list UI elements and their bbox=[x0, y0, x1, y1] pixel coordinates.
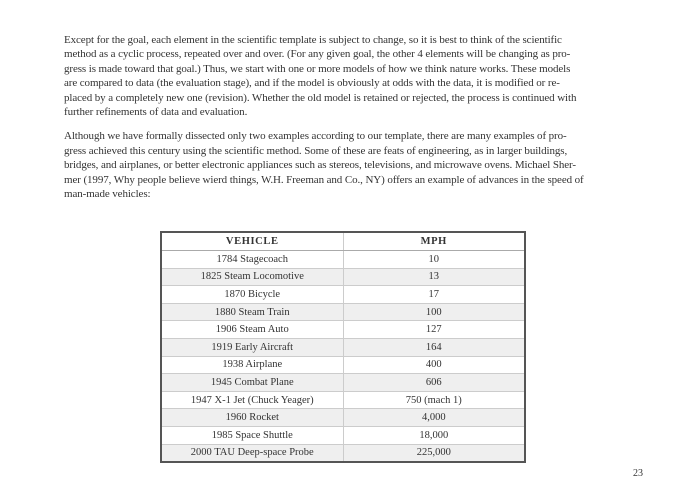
text-line: bridges, and airplanes, or better electronic appliances such as stereos, televisions, and microwave ovens. Michael Sher- bbox=[64, 159, 576, 172]
text-line: gress achieved this century using the scientific method. Some of these are feats of engineering, as in larger buildings, bbox=[64, 144, 568, 157]
table-cell-mph: 400 bbox=[343, 356, 525, 374]
table-row bbox=[161, 356, 525, 374]
table-row bbox=[161, 339, 525, 357]
table-cell-mph: 4,000 bbox=[343, 409, 525, 427]
table-head bbox=[161, 232, 525, 250]
table-cell-vehicle: 1960 Rocket bbox=[161, 409, 343, 427]
table-cell-vehicle: 1938 Airplane bbox=[161, 356, 343, 374]
table-cell-mph: 164 bbox=[343, 339, 525, 357]
text-line: method as a cyclic process, repeated over and over. (For any given goal, the other 4 elements will be changing as pro- bbox=[64, 48, 571, 61]
table-header-row bbox=[161, 232, 525, 250]
table-cell-vehicle: 1880 Steam Train bbox=[161, 303, 343, 321]
vehicle-speed-table bbox=[160, 231, 526, 463]
table-row bbox=[161, 391, 525, 409]
paragraph-examples-of-progress bbox=[64, 129, 622, 201]
table-cell-vehicle: 1945 Combat Plane bbox=[161, 374, 343, 392]
table-header-vehicle: VEHICLE bbox=[161, 232, 343, 250]
table-cell-mph: 18,000 bbox=[343, 427, 525, 445]
table-cell-vehicle: 2000 TAU Deep-space Probe bbox=[161, 444, 343, 462]
table-row bbox=[161, 286, 525, 304]
table-cell-vehicle: 1784 Stagecoach bbox=[161, 251, 343, 269]
table-row bbox=[161, 268, 525, 286]
table-row bbox=[161, 444, 525, 462]
text-line: further refinements of data and evaluation. bbox=[64, 106, 248, 119]
table-cell-vehicle: 1985 Space Shuttle bbox=[161, 427, 343, 445]
table-body bbox=[161, 251, 525, 463]
table-row bbox=[161, 321, 525, 339]
paragraph-scientific-template bbox=[64, 33, 622, 119]
table-row bbox=[161, 251, 525, 269]
text-line: man-made vehicles: bbox=[64, 188, 151, 201]
table-cell-mph: 17 bbox=[343, 286, 525, 304]
text-line: placed by a completely new one (revision). Whether the old model is retained or rejected, the process is continued with bbox=[64, 91, 577, 104]
table-cell-mph: 225,000 bbox=[343, 444, 525, 462]
table-cell-mph: 606 bbox=[343, 374, 525, 392]
table-cell-vehicle: 1870 Bicycle bbox=[161, 286, 343, 304]
table-cell-vehicle: 1919 Early Aircraft bbox=[161, 339, 343, 357]
text-line: Although we have formally dissected only two examples according to our template, there are many examples of pro- bbox=[64, 130, 567, 143]
text-content bbox=[64, 33, 622, 463]
text-line: Except for the goal, each element in the scientific template is subject to change, so it is best to think of the scientific bbox=[64, 34, 562, 46]
table-cell-vehicle: 1947 X-1 Jet (Chuck Yeager) bbox=[161, 391, 343, 409]
text-line: gress is made toward that goal.) Thus, we start with one or more models of how we think nature works. These models bbox=[64, 62, 571, 75]
table-row bbox=[161, 409, 525, 427]
table-cell-vehicle: 1825 Steam Locomotive bbox=[161, 268, 343, 286]
text-line: are compared to data (the evaluation stage), and if the model is obviously at odds with the data, it is modified or re- bbox=[64, 77, 560, 90]
table-cell-mph: 127 bbox=[343, 321, 525, 339]
table-cell-vehicle: 1906 Steam Auto bbox=[161, 321, 343, 339]
table-header-mph: MPH bbox=[343, 232, 525, 250]
table-row bbox=[161, 427, 525, 445]
table-row bbox=[161, 374, 525, 392]
table-row bbox=[161, 303, 525, 321]
table-cell-mph: 100 bbox=[343, 303, 525, 321]
page-number: 23 bbox=[633, 468, 643, 479]
table-cell-mph: 13 bbox=[343, 268, 525, 286]
text-line: mer (1997, Why people believe wierd things, W.H. Freeman and Co., NY) offers an example of advances in the speed of bbox=[64, 173, 584, 186]
table-cell-mph: 750 (mach 1) bbox=[343, 391, 525, 409]
table-cell-mph: 10 bbox=[343, 251, 525, 269]
